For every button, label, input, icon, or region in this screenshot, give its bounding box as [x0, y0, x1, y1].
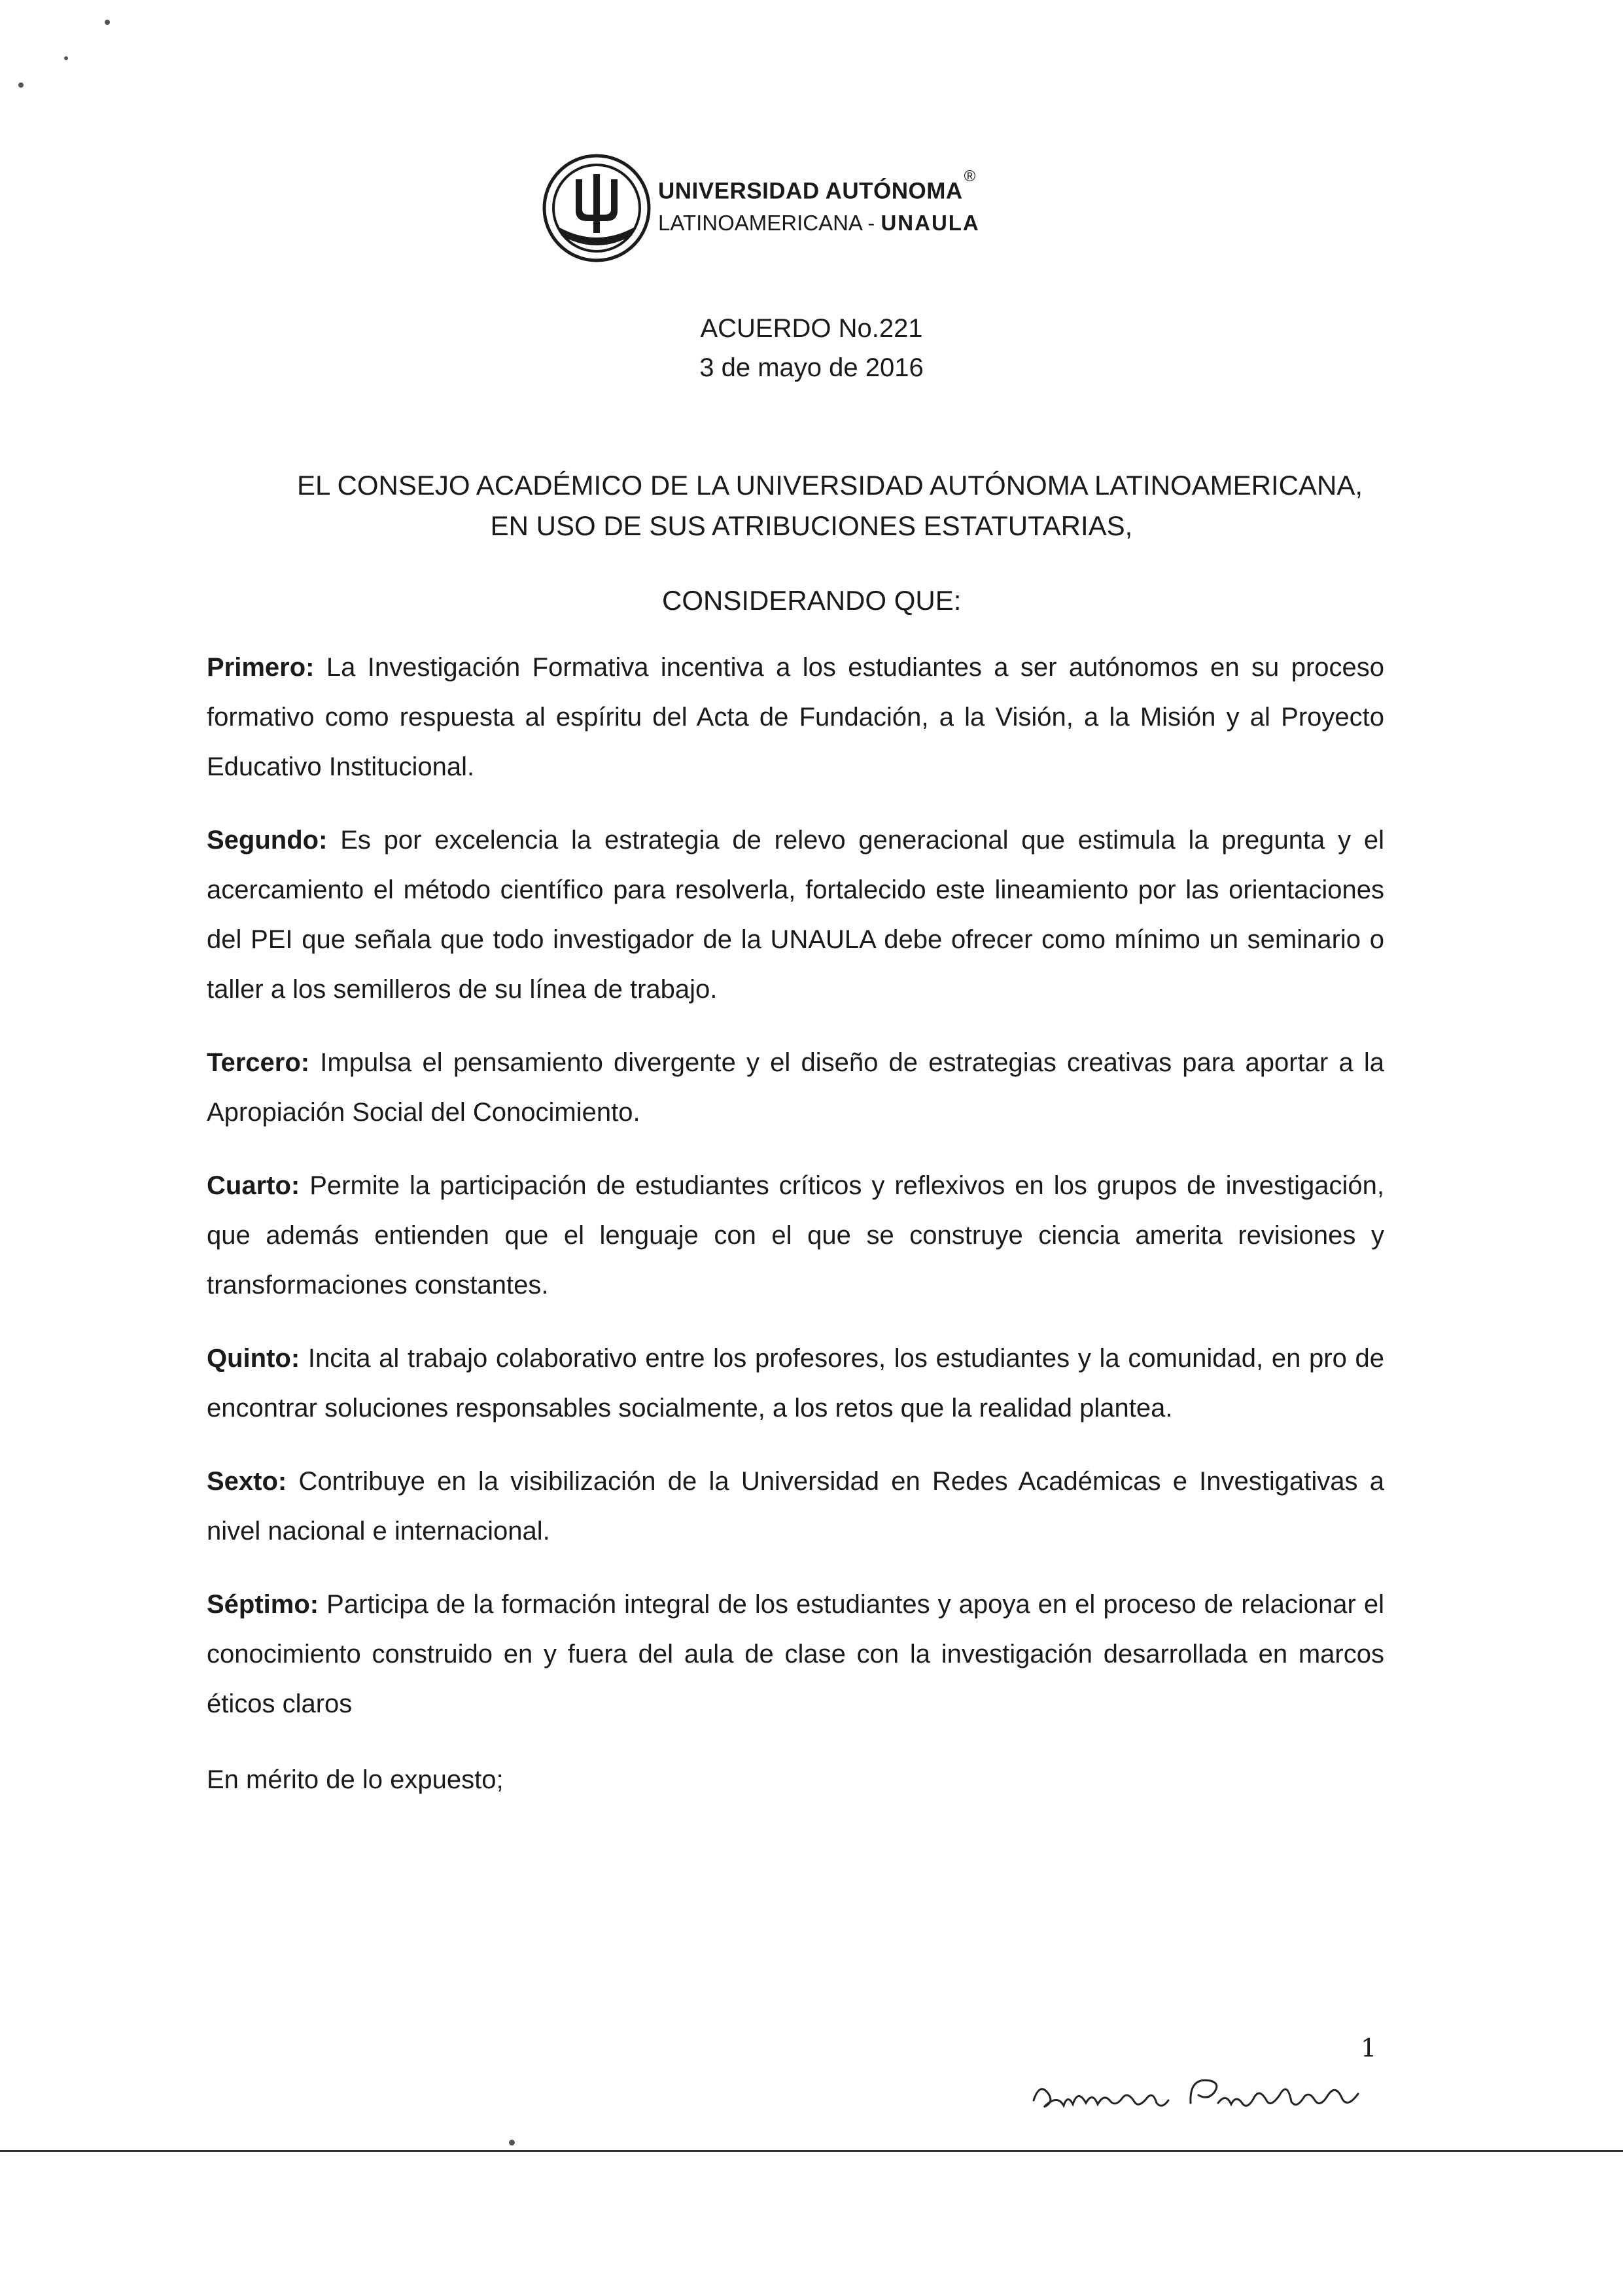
- university-name-line2: [658, 211, 980, 236]
- considerations-body: [207, 643, 1384, 1828]
- university-name-line1: [658, 168, 976, 205]
- agreement-date: 3 de mayo de 2016: [699, 353, 924, 382]
- university-name-prefix: LATINOAMERICANA -: [658, 211, 881, 235]
- consideration-label: Sexto:: [207, 1467, 287, 1496]
- scan-speck: [509, 2140, 515, 2146]
- consideration-text: Impulsa el pensamiento divergente y el diseño de estrategias creativas para aportar a la Apropiación Social del Conocimiento.: [207, 1048, 1384, 1127]
- consideration-primero: [207, 643, 1384, 792]
- consideration-cuarto: [207, 1161, 1384, 1310]
- council-heading-line2: EN USO DE SUS ATRIBUCIONES ESTATUTARIAS,: [490, 510, 1133, 541]
- consideration-tercero: [207, 1038, 1384, 1137]
- consideration-septimo: [207, 1580, 1384, 1729]
- consideration-label: Tercero:: [207, 1048, 310, 1077]
- consideration-text: La Investigación Formativa incentiva a los estudiantes a ser autónomos en su proceso formativo como respuesta al espíritu del Acta de Fundación, a la Visión, a la Misión y al Proyecto Educativo Institucional.: [207, 653, 1384, 781]
- university-name: UNIVERSIDAD AUTÓNOMA: [658, 178, 963, 204]
- footer-rule: [0, 2150, 1623, 2152]
- consideration-label: Segundo:: [207, 826, 328, 855]
- consideration-segundo: [207, 815, 1384, 1014]
- scan-speck: [18, 82, 24, 88]
- consideration-label: Cuarto:: [207, 1171, 300, 1200]
- trident-seal-icon: [542, 153, 652, 263]
- consideration-label: Séptimo:: [207, 1590, 319, 1619]
- considering-heading: CONSIDERANDO QUE:: [662, 585, 962, 616]
- consideration-quinto: [207, 1333, 1384, 1433]
- university-header: [542, 149, 1065, 267]
- university-acronym: UNAULA: [881, 211, 980, 235]
- consideration-text: Contribuye en la visibilización de la Universidad en Redes Académicas e Investigativas a nivel nacional e internacional.: [207, 1467, 1384, 1545]
- consideration-text: Es por excelencia la estrategia de relevo generacional que estimula la pregunta y el acercamiento el método científico para resolverla, fortalecido este lineamiento por las orientaciones del PEI que señala que todo investigador de la UNAULA debe ofrecer como mínimo un seminario o taller a los semilleros de su línea de trabajo.: [207, 826, 1384, 1004]
- consideration-text: Permite la participación de estudiantes críticos y reflexivos en los grupos de investigación, que además entienden que el lenguaje con el que se construye ciencia amerita revisiones y transformaciones constantes.: [207, 1171, 1384, 1299]
- consideration-label: Primero:: [207, 653, 315, 682]
- consideration-text: Incita al trabajo colaborativo entre los profesores, los estudiantes y la comunidad, en pro de encontrar soluciones responsables socialmente, a los retos que la realidad plantea.: [207, 1344, 1384, 1422]
- agreement-number: ACUERDO No.221: [700, 314, 923, 343]
- scan-speck: [105, 20, 110, 25]
- handwritten-signature: [1027, 2055, 1393, 2127]
- consideration-label: Quinto:: [207, 1344, 300, 1373]
- closing-statement: En mérito de lo expuesto;: [207, 1765, 504, 1794]
- council-heading-line1: EL CONSEJO ACADÉMICO DE LA UNIVERSIDAD AUTÓNOMA LATINOAMERICANA,: [297, 470, 1363, 501]
- consideration-sexto: [207, 1457, 1384, 1556]
- scan-speck: [64, 56, 68, 60]
- consideration-text: Participa de la formación integral de los estudiantes y apoya en el proceso de relacionar el conocimiento construido en y fuera del aula de clase con la investigación desarrollada en marcos éticos claros: [207, 1590, 1384, 1718]
- registered-mark: ®: [964, 168, 976, 185]
- page-number: 1: [1361, 2034, 1377, 2062]
